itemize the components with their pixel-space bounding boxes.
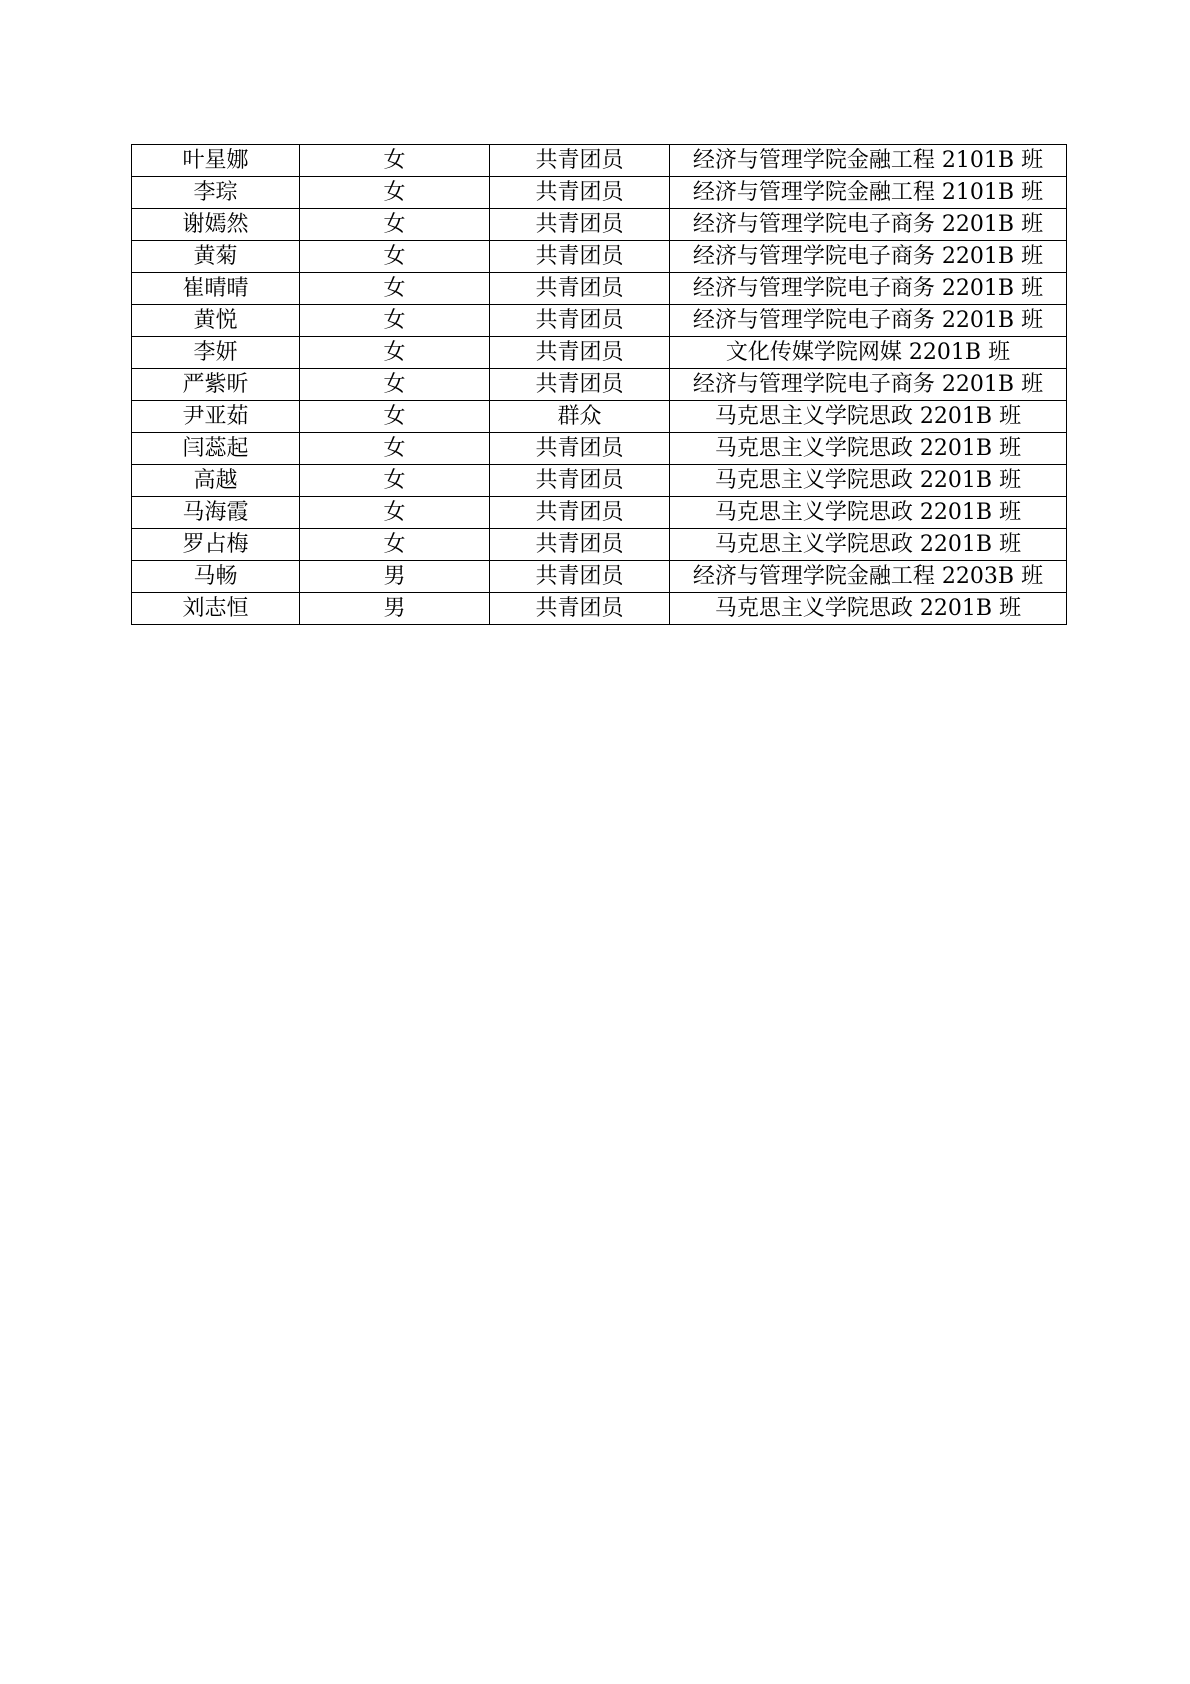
table-row <box>132 369 1067 401</box>
political-status-cell: 共青团员 <box>490 497 670 529</box>
table-row <box>132 433 1067 465</box>
class-cell: 经济与管理学院电子商务 2201B 班 <box>670 241 1067 273</box>
student-name-cell: 刘志恒 <box>132 593 300 625</box>
student-name-cell: 李妍 <box>132 337 300 369</box>
gender-cell: 女 <box>300 273 490 305</box>
student-name-cell: 马畅 <box>132 561 300 593</box>
gender-cell: 女 <box>300 529 490 561</box>
class-cell: 经济与管理学院金融工程 2203B 班 <box>670 561 1067 593</box>
table-row <box>132 177 1067 209</box>
class-cell: 马克思主义学院思政 2201B 班 <box>670 433 1067 465</box>
gender-cell: 女 <box>300 369 490 401</box>
class-cell: 文化传媒学院网媒 2201B 班 <box>670 337 1067 369</box>
roster-table-body <box>132 145 1067 625</box>
political-status-cell: 共青团员 <box>490 337 670 369</box>
political-status-cell: 共青团员 <box>490 273 670 305</box>
gender-cell: 男 <box>300 561 490 593</box>
gender-cell: 女 <box>300 433 490 465</box>
table-row <box>132 497 1067 529</box>
gender-cell: 女 <box>300 337 490 369</box>
student-name-cell: 崔晴晴 <box>132 273 300 305</box>
gender-cell: 女 <box>300 497 490 529</box>
gender-cell: 男 <box>300 593 490 625</box>
gender-cell: 女 <box>300 305 490 337</box>
student-roster-table <box>131 144 1067 625</box>
political-status-cell: 共青团员 <box>490 465 670 497</box>
student-name-cell: 叶星娜 <box>132 145 300 177</box>
student-name-cell: 罗占梅 <box>132 529 300 561</box>
table-row <box>132 337 1067 369</box>
gender-cell: 女 <box>300 241 490 273</box>
gender-cell: 女 <box>300 401 490 433</box>
table-row <box>132 561 1067 593</box>
political-status-cell: 共青团员 <box>490 241 670 273</box>
student-name-cell: 黄悦 <box>132 305 300 337</box>
table-row <box>132 209 1067 241</box>
student-name-cell: 闫蕊起 <box>132 433 300 465</box>
class-cell: 经济与管理学院电子商务 2201B 班 <box>670 369 1067 401</box>
student-name-cell: 高越 <box>132 465 300 497</box>
table-row <box>132 593 1067 625</box>
political-status-cell: 共青团员 <box>490 433 670 465</box>
class-cell: 马克思主义学院思政 2201B 班 <box>670 529 1067 561</box>
student-name-cell: 尹亚茹 <box>132 401 300 433</box>
student-name-cell: 马海霞 <box>132 497 300 529</box>
political-status-cell: 共青团员 <box>490 369 670 401</box>
political-status-cell: 共青团员 <box>490 209 670 241</box>
class-cell: 经济与管理学院电子商务 2201B 班 <box>670 209 1067 241</box>
table-row <box>132 529 1067 561</box>
gender-cell: 女 <box>300 465 490 497</box>
class-cell: 经济与管理学院电子商务 2201B 班 <box>670 305 1067 337</box>
table-row <box>132 401 1067 433</box>
class-cell: 马克思主义学院思政 2201B 班 <box>670 593 1067 625</box>
gender-cell: 女 <box>300 177 490 209</box>
class-cell: 经济与管理学院金融工程 2101B 班 <box>670 177 1067 209</box>
student-name-cell: 黄菊 <box>132 241 300 273</box>
political-status-cell: 共青团员 <box>490 305 670 337</box>
political-status-cell: 共青团员 <box>490 561 670 593</box>
table-row <box>132 465 1067 497</box>
student-name-cell: 李琮 <box>132 177 300 209</box>
table-row <box>132 305 1067 337</box>
table-row <box>132 241 1067 273</box>
gender-cell: 女 <box>300 209 490 241</box>
table-row <box>132 273 1067 305</box>
class-cell: 马克思主义学院思政 2201B 班 <box>670 465 1067 497</box>
class-cell: 马克思主义学院思政 2201B 班 <box>670 401 1067 433</box>
table-row <box>132 145 1067 177</box>
political-status-cell: 共青团员 <box>490 593 670 625</box>
class-cell: 经济与管理学院金融工程 2101B 班 <box>670 145 1067 177</box>
class-cell: 经济与管理学院电子商务 2201B 班 <box>670 273 1067 305</box>
gender-cell: 女 <box>300 145 490 177</box>
student-name-cell: 严紫昕 <box>132 369 300 401</box>
political-status-cell: 共青团员 <box>490 529 670 561</box>
political-status-cell: 共青团员 <box>490 145 670 177</box>
political-status-cell: 群众 <box>490 401 670 433</box>
political-status-cell: 共青团员 <box>490 177 670 209</box>
student-name-cell: 谢嫣然 <box>132 209 300 241</box>
class-cell: 马克思主义学院思政 2201B 班 <box>670 497 1067 529</box>
